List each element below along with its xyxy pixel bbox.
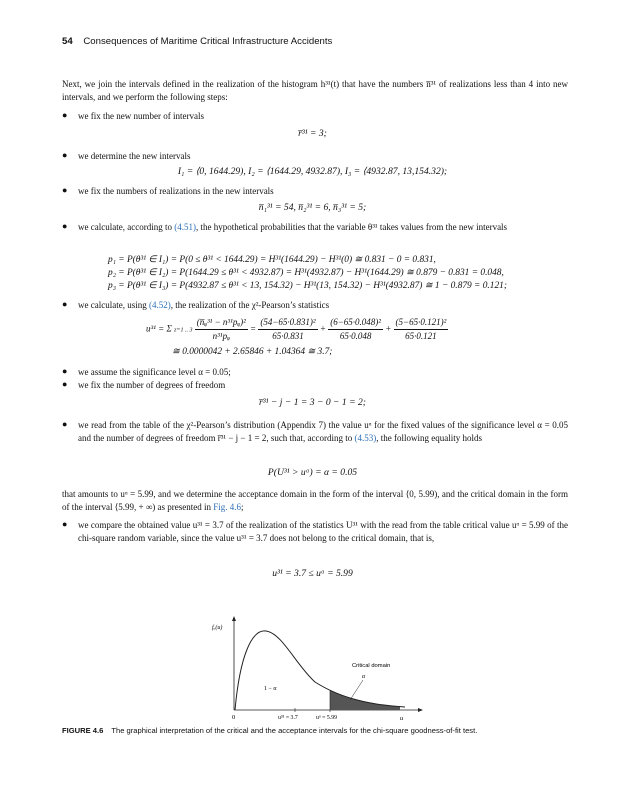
eq-link-4-52[interactable]: (4.52) [148,300,171,310]
figure-caption [62,726,568,735]
origin-label: 0 [232,714,236,721]
bullet-degrees-of-freedom: we fix the number of degrees of freedom [78,380,226,390]
figure-chi-square-density [200,615,430,725]
eq-link-4-51[interactable]: (4.51) [174,222,196,232]
fraction-term-1 [258,316,317,343]
bullet-marker: ● [62,185,68,195]
x-axis-label: u [400,715,404,722]
running-title: Consequences of Maritime Critical Infrastructure Accidents [83,36,333,47]
bullet-marker: ● [62,150,68,160]
after-eq-pre: that amounts to uᵅ = 5.99, and we determine the acceptance domain in the form of the interval ⟨0, 5.99), and the critical domain in the form of the interval ⟨5.99, + ∞) as presented in [62,489,568,512]
tick-u31-label: u³¹ = 3.7 [278,715,298,721]
eq-comparison: u³¹ = 3.7 ≤ uᵅ = 5.99 [272,568,353,579]
eq-chi-square-result: ≅ 0.0000042 + 2.65846 + 1.04364 ≅ 3.7; [172,347,333,357]
y-axis-label: fᵤ(u) [212,625,223,631]
intro-paragraph: Next, we join the intervals defined in the realization of the histogram h³¹(t) that have the numbers n̅³¹ of realizations less than 4 into new intervals, and we perform the following steps: [62,79,568,102]
eq-p2: p₂ = P(θ³¹ ∈ I₂) = P(1644.29 ≤ θ³¹ < 4932.87) = H³¹(4932.87) − H³¹(1644.29) ≅ 0.879 − 0.831 = 0.048, [108,268,504,278]
eq-link-4-53[interactable]: (4.53) [354,432,377,443]
eq-new-intervals: I₁ = ⟨0, 1644.29), I₂ = ⟨1644.29, 4932.87), I₃ = ⟨4932.87, 13,154.32); [177,166,448,177]
tick-ua-label: uᵅ = 5.99 [316,715,338,721]
fraction-general [195,316,248,343]
bullet-marker: ● [62,110,68,120]
critical-region-area [330,690,400,710]
t3-num: (5−65·0.121)² [394,316,449,330]
bullet-hypothetical-probabilities [78,221,568,234]
bullet-fix-intervals: we fix the new number of intervals [78,111,204,121]
density-curve [235,631,405,710]
running-header [62,36,332,47]
critical-domain-label: Critical domain [352,663,391,669]
acceptance-paragraph [62,488,568,513]
fraction-term-3 [394,316,449,343]
page-number: 54 [62,36,73,47]
bullet-compare: we compare the obtained value u³¹ = 3.7 of the realization of the statistics U³¹ with the read from the table critical value uᵅ = 5.99 of the chi-square random variable, since the value u³¹ = 3.7 does not belong to the critical domain, that is, [78,520,568,543]
eq-degrees-of-freedom: r̅³¹ − j − 1 = 3 − 0 − 1 = 2; [259,397,366,408]
t2-num: (6−65·0.048)² [328,316,383,330]
bullet-read-table [78,419,568,444]
bullet-marker: ● [62,299,68,309]
bullet-fix-realizations: we fix the numbers of realizations in the new intervals [78,186,274,196]
b8-text-pre: we read from the table of the χ²-Pearson’s distribution (Appendix 7) the value uᵅ for the fixed values of the significance level α = 0.05 and the number of degrees of freedom r̅³¹ − j − 1 = 2, such that, according to [78,420,568,443]
after-eq-post: ; [240,501,244,512]
frac-num: (n̅ᵩ³¹ − n³¹pᵩ)² [195,316,248,330]
b4-text-pre: we calculate, according to [78,222,175,232]
figure-label: FIGURE 4.6 [62,726,104,735]
eq-p3: p₃ = P(θ³¹ ∈ I₃) = P(4932.87 ≤ θ³¹ < 13, 154.32) − H³¹(13, 154.32) − H³¹(4932.87) ≅ 1 − 0.879 = 0.121; [108,281,507,291]
eq-chi-square-statistic: u³¹ = Σ z=1 .. 3 $\frac{\text{(n̅ᵩ³¹ − n³¹pᵩ)²}}{\text{n³¹pᵩ}}$ = $\frac{\text{(54−65·0.831)²}}{65\cdot 0.831}$ + $\frac{\text{(6−65·0.048)²}}{65\cdot 0.048}$ + $\frac{\text{(5−65·0.121)²}}{65\cdot 0.121}$ [146,317,447,341]
eq-p1: p₁ = P(θ³¹ ∈ I₁) = P(0 ≤ θ³¹ < 1644.29) = H³¹(1644.29) − H³¹(0) ≅ 0.831 − 0 = 0.831, [108,255,436,265]
b5-text-pre: we calculate, using [78,300,149,310]
bullet-determine-intervals: we determine the new intervals [78,151,191,161]
b4-text-post: , the hypothetical probabilities that the variable θ³¹ takes values from the new intervals [195,222,508,232]
eq-new-number-intervals: r̅³¹ = 3; [298,128,327,139]
b5-text-post: , the realization of the χ²-Pearson’s statistics [170,300,330,310]
figure-link-4-6[interactable]: Fig. 4.6 [213,501,241,512]
eq-probability: P(U³¹ > uᵅ) = α = 0.05 [267,467,358,478]
bullet-marker: ● [62,366,68,376]
acceptance-label: 1 − α [264,686,277,692]
bullet-significance-level: we assume the significance level α = 0.05; [78,367,231,377]
t2-den: 65·0.048 [339,331,372,341]
bullet-marker: ● [62,221,68,231]
sum-limits: z=1 .. 3 [174,327,193,334]
b8-text-post: , the following equality holds [376,432,483,443]
bullet-pearson-statistics [78,299,568,312]
alpha-pointer [350,680,363,700]
fraction-term-2 [328,316,383,343]
u-lhs: u³¹ = Σ [146,323,172,334]
bullet-marker: ● [62,419,68,429]
y-axis-arrow-icon [232,616,236,621]
t1-num: (54−65·0.831)² [258,316,317,330]
eq-realization-counts: n̅₁³¹ = 54, n̅₂³¹ = 6, n̅₃³¹ = 5; [258,202,367,213]
bullet-marker: ● [62,519,68,529]
frac-den: n³¹pᵩ [212,331,230,341]
t1-den: 65·0.831 [272,331,304,341]
t3-den: 65·0.121 [405,331,437,341]
alpha-label: α [362,674,366,680]
x-axis-arrow-icon [418,708,423,712]
figure-caption-text: The graphical interpretation of the critical and the acceptance intervals for the chi-square goodness-of-fit test. [111,726,478,735]
bullet-marker: ● [62,379,68,389]
